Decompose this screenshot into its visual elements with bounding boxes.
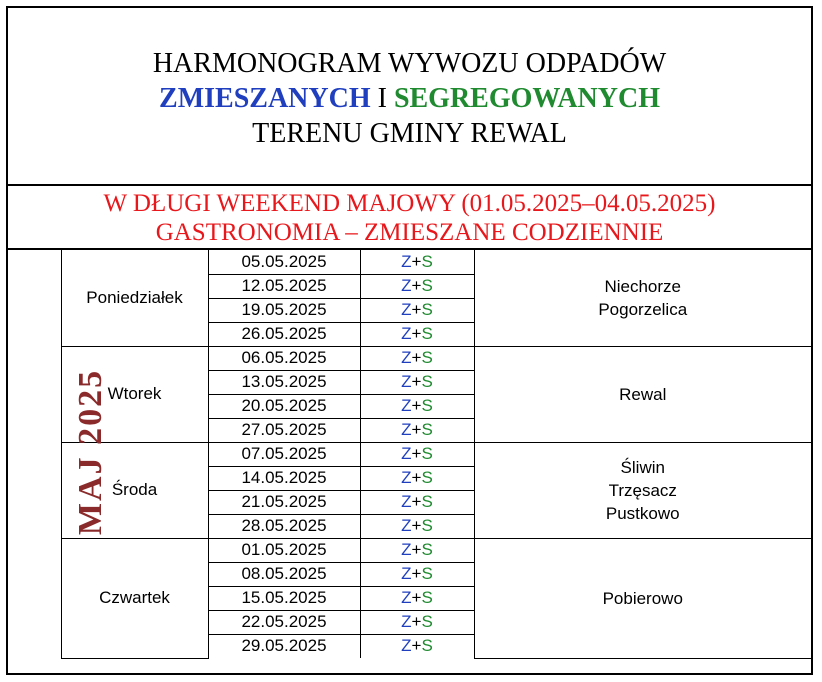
waste-code-plus: + bbox=[411, 612, 422, 631]
waste-type-cell bbox=[360, 418, 474, 442]
waste-code-z: Z bbox=[401, 324, 412, 343]
locations-cell bbox=[474, 538, 811, 658]
weekday-cell: Poniedziałek bbox=[61, 250, 208, 346]
waste-code-s: S bbox=[421, 636, 433, 656]
date-cell: 26.05.2025 bbox=[208, 322, 360, 346]
waste-code-z: Z bbox=[401, 444, 412, 463]
waste-code-plus: + bbox=[411, 324, 422, 343]
waste-code-s: S bbox=[421, 324, 433, 343]
table-row bbox=[8, 346, 811, 370]
date-cell: 08.05.2025 bbox=[208, 562, 360, 586]
waste-code-s: S bbox=[421, 468, 433, 487]
waste-code-z: Z bbox=[401, 300, 412, 319]
waste-code-s: S bbox=[421, 516, 433, 535]
waste-type-cell bbox=[360, 298, 474, 322]
waste-code-s: S bbox=[421, 276, 433, 295]
date-cell: 28.05.2025 bbox=[208, 514, 360, 538]
waste-code-s: S bbox=[421, 251, 433, 271]
waste-code-z: Z bbox=[401, 540, 412, 559]
waste-code-z: Z bbox=[401, 372, 412, 391]
waste-code-plus: + bbox=[411, 636, 422, 656]
waste-code-z: Z bbox=[401, 588, 412, 607]
waste-code-z: Z bbox=[401, 396, 412, 415]
weekend-notice bbox=[8, 186, 811, 250]
schedule-table bbox=[8, 250, 811, 659]
location-name: Pobierowo bbox=[602, 588, 683, 608]
waste-code-plus: + bbox=[411, 588, 422, 607]
date-cell: 29.05.2025 bbox=[208, 634, 360, 658]
waste-code-plus: + bbox=[411, 276, 422, 295]
date-cell: 12.05.2025 bbox=[208, 274, 360, 298]
table-row bbox=[8, 538, 811, 562]
waste-code-z: Z bbox=[401, 276, 412, 295]
waste-code-plus: + bbox=[411, 396, 422, 415]
waste-code-s: S bbox=[421, 396, 433, 415]
mixed-label: ZMIESZANYCH bbox=[159, 83, 371, 114]
month-label: MAJ 2025 bbox=[72, 368, 110, 535]
waste-code-z: Z bbox=[401, 468, 412, 487]
waste-type-cell bbox=[360, 538, 474, 562]
locations-cell bbox=[474, 346, 811, 442]
waste-type-cell bbox=[360, 562, 474, 586]
location-name: Trzęsacz bbox=[608, 480, 677, 500]
waste-type-cell bbox=[360, 442, 474, 466]
waste-type-cell bbox=[360, 346, 474, 370]
waste-code-s: S bbox=[421, 444, 433, 463]
waste-type-cell bbox=[360, 370, 474, 394]
waste-code-z: Z bbox=[401, 516, 412, 535]
header bbox=[8, 8, 811, 186]
waste-code-plus: + bbox=[411, 540, 422, 559]
weekday-cell: Czwartek bbox=[61, 538, 208, 658]
location-name: Pustkowo bbox=[605, 503, 680, 523]
waste-type-cell bbox=[360, 490, 474, 514]
date-cell: 27.05.2025 bbox=[208, 418, 360, 442]
waste-code-z: Z bbox=[401, 251, 412, 271]
date-cell: 22.05.2025 bbox=[208, 610, 360, 634]
notice-line-2: GASTRONOMIA – ZMIESZANE CODZIENNIE bbox=[155, 219, 664, 246]
waste-code-s: S bbox=[421, 348, 433, 367]
waste-code-z: Z bbox=[401, 612, 412, 631]
waste-code-plus: + bbox=[411, 516, 422, 535]
conjunction-label: I bbox=[370, 83, 394, 114]
date-cell: 19.05.2025 bbox=[208, 298, 360, 322]
notice-line-1: W DŁUGI WEEKEND MAJOWY (01.05.2025–04.05.2025) bbox=[103, 190, 716, 217]
waste-code-z: Z bbox=[401, 348, 412, 367]
date-cell: 07.05.2025 bbox=[208, 442, 360, 466]
waste-code-plus: + bbox=[411, 372, 422, 391]
waste-code-s: S bbox=[421, 372, 433, 391]
location-name: Śliwin bbox=[620, 457, 665, 477]
date-cell: 15.05.2025 bbox=[208, 586, 360, 610]
locations-cell bbox=[474, 442, 811, 538]
date-cell: 20.05.2025 bbox=[208, 394, 360, 418]
segregated-label: SEGREGOWANYCH bbox=[393, 83, 660, 114]
waste-code-z: Z bbox=[401, 492, 412, 511]
date-cell: 14.05.2025 bbox=[208, 466, 360, 490]
date-cell: 01.05.2025 bbox=[208, 538, 360, 562]
waste-type-cell bbox=[360, 322, 474, 346]
date-cell: 13.05.2025 bbox=[208, 370, 360, 394]
waste-code-plus: + bbox=[411, 444, 422, 463]
waste-code-plus: + bbox=[411, 251, 422, 271]
date-cell: 05.05.2025 bbox=[208, 250, 360, 274]
waste-code-plus: + bbox=[411, 300, 422, 319]
location-name: Rewal bbox=[619, 384, 667, 404]
schedule-frame bbox=[6, 6, 813, 675]
locations-cell bbox=[474, 250, 811, 346]
waste-code-plus: + bbox=[411, 564, 422, 583]
waste-code-s: S bbox=[421, 564, 433, 583]
location-name: Pogorzelica bbox=[598, 299, 688, 319]
table-row bbox=[8, 442, 811, 466]
waste-type-cell bbox=[360, 634, 474, 658]
waste-code-plus: + bbox=[411, 468, 422, 487]
waste-code-s: S bbox=[421, 588, 433, 607]
title-line-2 bbox=[8, 81, 811, 116]
waste-type-cell bbox=[360, 514, 474, 538]
waste-code-z: Z bbox=[401, 420, 412, 439]
waste-code-s: S bbox=[421, 492, 433, 511]
waste-code-s: S bbox=[421, 540, 433, 559]
waste-type-cell bbox=[360, 466, 474, 490]
waste-code-s: S bbox=[421, 612, 433, 631]
waste-code-z: Z bbox=[401, 564, 412, 583]
waste-code-z: Z bbox=[401, 636, 412, 656]
table-row bbox=[8, 250, 811, 274]
waste-type-cell bbox=[360, 610, 474, 634]
waste-code-plus: + bbox=[411, 348, 422, 367]
date-cell: 21.05.2025 bbox=[208, 490, 360, 514]
location-name: Niechorze bbox=[604, 276, 682, 296]
waste-code-plus: + bbox=[411, 420, 422, 439]
waste-type-cell bbox=[360, 274, 474, 298]
weekday-cell: Środa bbox=[61, 442, 208, 538]
waste-code-s: S bbox=[421, 300, 433, 319]
date-cell: 06.05.2025 bbox=[208, 346, 360, 370]
waste-type-cell bbox=[360, 250, 474, 274]
title-line-3: TERENU GMINY REWAL bbox=[252, 118, 567, 149]
waste-code-plus: + bbox=[411, 492, 422, 511]
month-cell bbox=[8, 250, 110, 658]
waste-code-s: S bbox=[421, 420, 433, 439]
title-line-1: HARMONOGRAM WYWOZU ODPADÓW bbox=[152, 48, 667, 79]
waste-type-cell bbox=[360, 394, 474, 418]
weekday-cell: Wtorek bbox=[61, 346, 208, 442]
waste-type-cell bbox=[360, 586, 474, 610]
